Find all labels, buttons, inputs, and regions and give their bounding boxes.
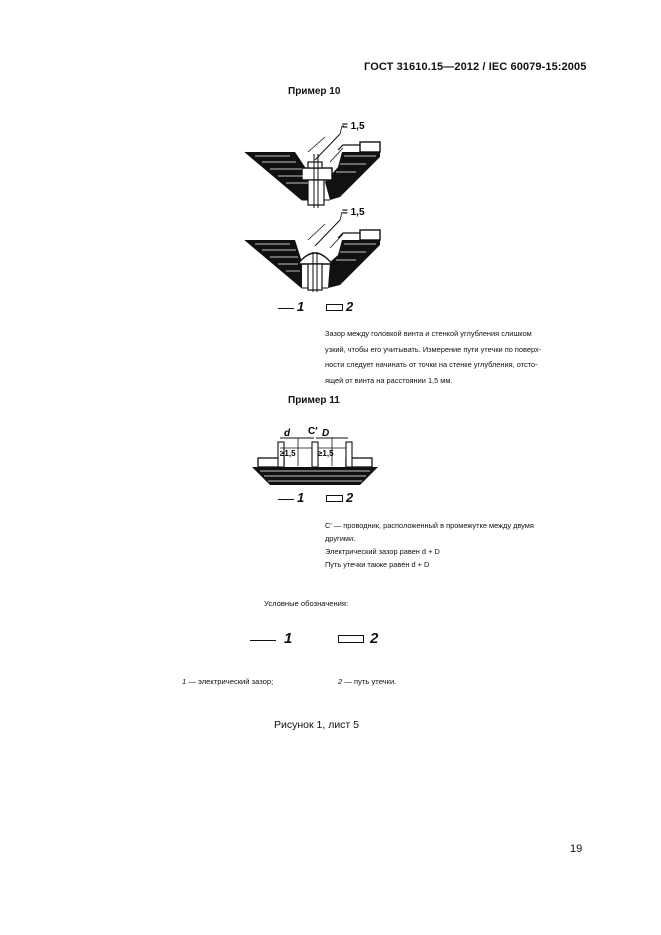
example-10-dim-label-lower: = 1,5 xyxy=(342,207,365,218)
label-d: d xyxy=(284,428,291,439)
clearance-line-symbol xyxy=(278,499,294,500)
caption-line: Зазор между головкой винта и стенкой углубления слишком xyxy=(325,329,532,338)
legend-item-2-text: — путь утечки. xyxy=(342,677,397,686)
example-10-title: Пример 10 xyxy=(288,86,341,97)
legend-item-2 xyxy=(338,677,396,686)
caption-line: Путь утечки также равен d + D xyxy=(325,560,430,569)
label-D: D xyxy=(322,428,330,439)
caption-line: узкий, чтобы его учитывать. Измерение пути утечки по поверх- xyxy=(325,344,542,354)
legend-item-1-text: — электрический зазор; xyxy=(186,677,274,686)
legend-item-1-num: 1 xyxy=(182,677,187,686)
example-10-key xyxy=(276,299,376,315)
key-2-label: 2 xyxy=(346,299,354,314)
example-11-figure xyxy=(250,420,380,490)
example-11-key xyxy=(276,490,376,506)
legend-key-2: 2 xyxy=(370,630,379,647)
example-10-caption xyxy=(325,326,581,388)
legend-key-1: 1 xyxy=(284,630,293,647)
legend-item-2-num: 2 xyxy=(338,677,343,686)
creepage-rect-symbol xyxy=(338,635,364,643)
key-2-label: 2 xyxy=(346,490,354,505)
example-10-figure xyxy=(240,112,390,317)
caption-line: другими. xyxy=(325,534,356,543)
caption-line: С′ — проводник, расположенный в промежутке между двумя xyxy=(325,521,534,530)
dim-left: ≥1,5 xyxy=(280,449,296,458)
caption-line: ности следует начинать от точки на стенке углубления, отсто- xyxy=(325,360,538,370)
example-11-title: Пример 11 xyxy=(288,395,340,406)
example-10-lower-drawing xyxy=(245,207,380,292)
caption-line: ящей от винта на расстоянии 1,5 мм. xyxy=(325,375,453,385)
key-1-label: 1 xyxy=(297,490,305,505)
clearance-line-symbol xyxy=(278,308,294,309)
legend-title: Условные обозначения: xyxy=(264,599,349,608)
creepage-rect-symbol xyxy=(326,304,343,311)
key-1-label: 1 xyxy=(297,299,305,314)
legend-symbols xyxy=(250,630,390,650)
label-c-prime: C′ xyxy=(308,426,318,437)
example-10-dim-label-upper: = 1,5 xyxy=(342,121,365,132)
document-header: ГОСТ 31610.15—2012 / IEC 60079-15:2005 xyxy=(364,61,587,73)
clearance-line-symbol xyxy=(250,640,276,641)
caption-line: Электрический зазор равен d + D xyxy=(325,547,440,556)
creepage-rect-symbol xyxy=(326,495,343,502)
page-number: 19 xyxy=(570,843,583,855)
dim-right: ≥1,5 xyxy=(318,449,334,458)
figure-caption: Рисунок 1, лист 5 xyxy=(274,719,359,731)
example-11-caption xyxy=(325,519,534,571)
legend-item-1 xyxy=(182,677,273,686)
example-10-upper-drawing xyxy=(245,121,380,208)
